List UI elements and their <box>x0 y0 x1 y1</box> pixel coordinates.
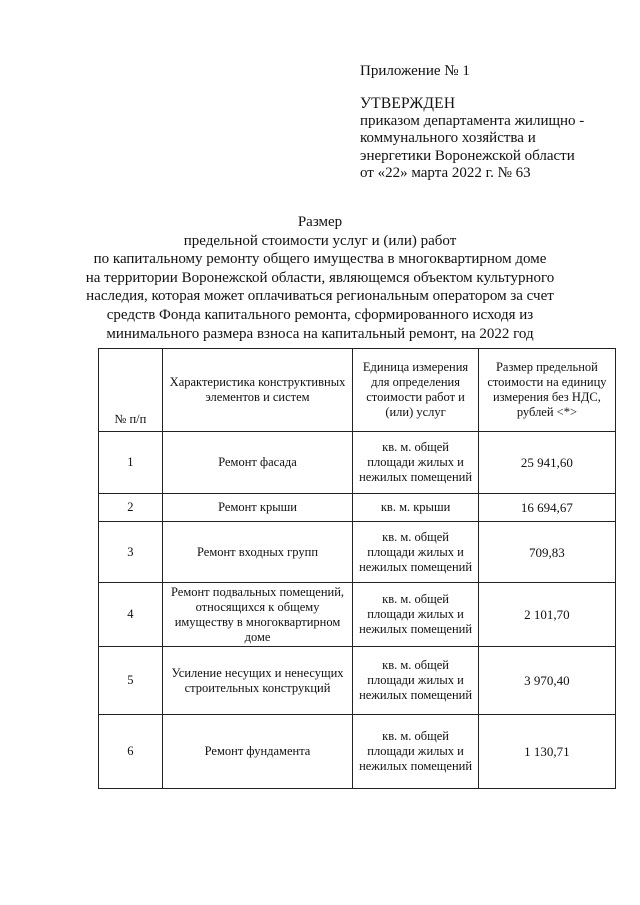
cell-name: Ремонт фасада <box>162 432 353 494</box>
cell-unit: кв. м. общей площади жилых и нежилых помещений <box>353 583 479 647</box>
table-row <box>99 715 616 789</box>
approval-line-1: приказом департамента жилищно - <box>360 112 585 129</box>
cell-unit: кв. м. общей площади жилых и нежилых помещений <box>353 647 479 715</box>
title-line: Размер <box>297 214 343 230</box>
title-line: на территории Воронежской области, являющемся объектом культурного <box>85 269 555 286</box>
header-num: № п/п <box>99 349 163 432</box>
price-table <box>98 348 616 789</box>
approval-line-2: коммунального хозяйства и <box>360 130 536 146</box>
cell-unit: кв. м. общей площади жилых и нежилых помещений <box>353 522 479 583</box>
title-line: средств Фонда капитального ремонта, сформированного исходя из <box>106 306 534 323</box>
cell-num: 1 <box>99 432 163 494</box>
cell-price: 2 101,70 <box>478 583 615 647</box>
cell-price: 25 941,60 <box>478 432 615 494</box>
approval-block <box>360 95 584 183</box>
appendix-label: Приложение № 1 <box>360 63 470 79</box>
cell-unit: кв. м. общей площади жилых и нежилых помещений <box>353 715 479 789</box>
cell-name: Усиление несущих и ненесущих строительных конструкций <box>162 647 353 715</box>
title-line: минимального размера взноса на капитальный ремонт, на 2022 год <box>106 325 534 342</box>
table-header-row <box>99 349 616 432</box>
cell-price: 3 970,40 <box>478 647 615 715</box>
title-line: по капитальному ремонту общего имущества в многоквартирном доме <box>93 251 547 268</box>
cell-num: 4 <box>99 583 163 647</box>
cell-num: 2 <box>99 494 163 522</box>
cell-num: 5 <box>99 647 163 715</box>
cell-name: Ремонт крыши <box>162 494 353 522</box>
cell-num: 3 <box>99 522 163 583</box>
approval-line-3: энергетики Воронежской области <box>360 147 575 164</box>
approval-line-4: от «22» марта 2022 г. № 63 <box>360 165 531 181</box>
title-line: предельной стоимости услуг и (или) работ <box>183 232 457 249</box>
table-row <box>99 647 616 715</box>
cell-unit: кв. м. общей площади жилых и нежилых помещений <box>353 432 479 494</box>
cell-price: 1 130,71 <box>478 715 615 789</box>
header-name: Характеристика конструктивных элементов и систем <box>162 349 353 432</box>
cell-name: Ремонт входных групп <box>162 522 353 583</box>
cell-price: 16 694,67 <box>478 494 615 522</box>
cell-name: Ремонт подвальных помещений, относящихся к общему имуществу в многоквартирном доме <box>162 583 353 647</box>
table-row <box>99 522 616 583</box>
title-line: наследия, которая может оплачиваться региональным оператором за счет <box>86 288 554 305</box>
cell-name: Ремонт фундамента <box>162 715 353 789</box>
approval-approved: УТВЕРЖДЕН <box>360 95 456 112</box>
cell-price: 709,83 <box>478 522 615 583</box>
header-price: Размер предельной стоимости на единицу измерения без НДС, рублей <*> <box>478 349 615 432</box>
header-unit: Единица измерения для определения стоимости работ и (или) услуг <box>353 349 479 432</box>
cell-num: 6 <box>99 715 163 789</box>
cell-unit: кв. м. крыши <box>353 494 479 522</box>
table-row <box>99 583 616 647</box>
table-row <box>99 432 616 494</box>
document-title <box>80 213 560 343</box>
table-row <box>99 494 616 522</box>
